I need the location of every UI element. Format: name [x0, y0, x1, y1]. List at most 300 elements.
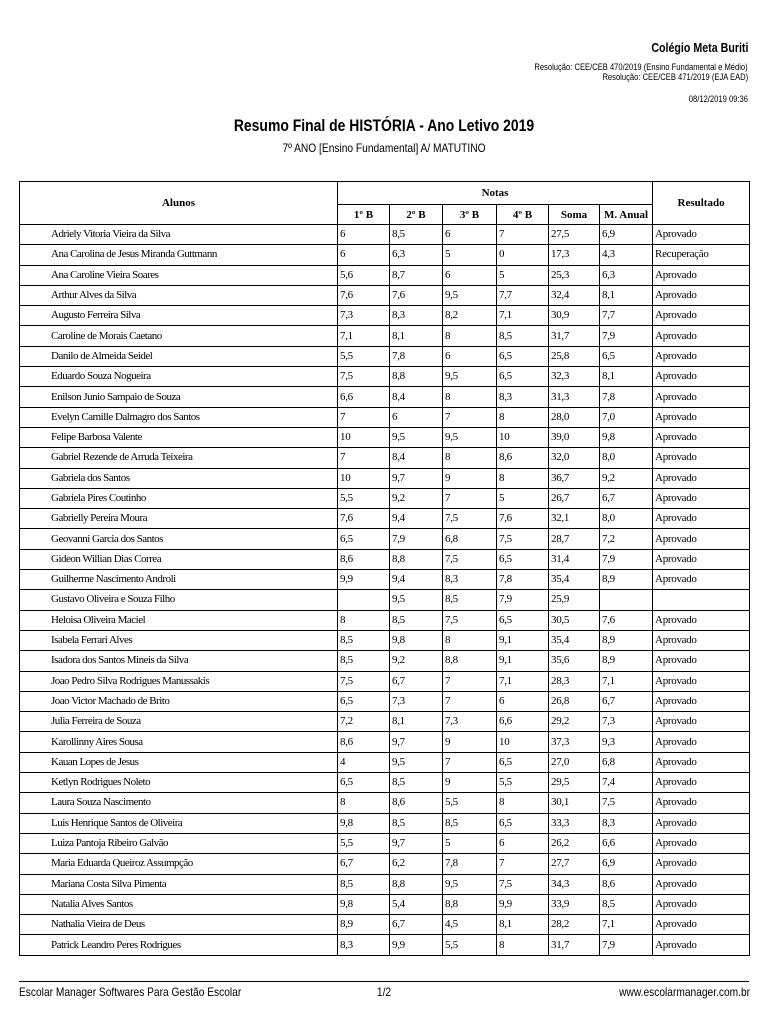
table-row — [20, 894, 750, 914]
result: Aprovado — [653, 651, 750, 671]
student-name: Felipe Barbosa Valente — [20, 427, 338, 447]
report-title: Resumo Final de HISTÓRIA - Ano Letivo 2019 — [233, 116, 535, 135]
annual-average: 7,5 — [600, 793, 653, 813]
table-row — [20, 732, 750, 752]
student-name: Mariana Costa Silva Pimenta — [20, 874, 338, 894]
table-row — [20, 793, 750, 813]
table-row — [20, 813, 750, 833]
grade-b4: 7 — [497, 225, 549, 245]
student-name: Ana Caroline Vieira Soares — [20, 265, 338, 285]
grade-b2: 5,4 — [390, 894, 443, 914]
grade-b3: 9,5 — [443, 427, 497, 447]
resolution-line-1: Resolução: CEE/CEB 470/2019 (Ensino Fundamental e Médio) — [534, 62, 748, 73]
annual-average — [600, 590, 653, 610]
grade-sum: 30,1 — [549, 793, 600, 813]
grade-sum: 26,7 — [549, 488, 600, 508]
grade-b4: 8,1 — [497, 915, 549, 935]
annual-average: 8,0 — [600, 509, 653, 529]
table-row — [20, 630, 750, 650]
grade-b2: 8,1 — [390, 712, 443, 732]
annual-average: 7,4 — [600, 773, 653, 793]
annual-average: 7,8 — [600, 387, 653, 407]
result: Aprovado — [653, 854, 750, 874]
grade-sum: 35,4 — [549, 630, 600, 650]
grade-b2: 6,3 — [390, 245, 443, 265]
grade-b4: 8 — [497, 407, 549, 427]
grade-sum: 39,0 — [549, 427, 600, 447]
annual-average: 8,3 — [600, 813, 653, 833]
header-students: Alunos — [20, 182, 338, 225]
grade-b3: 7,8 — [443, 854, 497, 874]
grade-b3: 8,3 — [443, 570, 497, 590]
grade-b3: 6 — [443, 265, 497, 285]
grade-b1: 8,3 — [338, 935, 390, 955]
grade-b3: 8,8 — [443, 651, 497, 671]
footer-page-number: 1/2 — [376, 985, 392, 999]
grade-b4: 7,1 — [497, 306, 549, 326]
grade-b2: 9,5 — [390, 752, 443, 772]
grade-sum: 35,4 — [549, 570, 600, 590]
result: Aprovado — [653, 630, 750, 650]
table-row — [20, 265, 750, 285]
result: Aprovado — [653, 549, 750, 569]
result: Aprovado — [653, 509, 750, 529]
student-name: Heloisa Oliveira Maciel — [20, 610, 338, 630]
grade-b4: 5 — [497, 488, 549, 508]
grade-b4: 9,1 — [497, 651, 549, 671]
grade-sum: 25,9 — [549, 590, 600, 610]
grade-b2: 9,7 — [390, 468, 443, 488]
grade-b3: 4,5 — [443, 915, 497, 935]
student-name: Joao Pedro Silva Rodrigues Manussakis — [20, 671, 338, 691]
grade-b3: 8 — [443, 326, 497, 346]
grade-b2: 8,7 — [390, 265, 443, 285]
annual-average: 4,3 — [600, 245, 653, 265]
grade-b3: 7 — [443, 488, 497, 508]
student-name: Eduardo Souza Nogueira — [20, 367, 338, 387]
grade-b1: 10 — [338, 468, 390, 488]
student-name: Kauan Lopes de Jesus — [20, 752, 338, 772]
grade-b2: 8,1 — [390, 326, 443, 346]
grade-sum: 33,3 — [549, 813, 600, 833]
result: Aprovado — [653, 874, 750, 894]
grade-sum: 28,2 — [549, 915, 600, 935]
grade-b4: 6 — [497, 833, 549, 853]
grade-b4: 6,5 — [497, 346, 549, 366]
table-row — [20, 407, 750, 427]
table-row — [20, 285, 750, 305]
grade-b2: 7,8 — [390, 346, 443, 366]
annual-average: 7,1 — [600, 671, 653, 691]
grade-b1: 9,8 — [338, 813, 390, 833]
result: Aprovado — [653, 225, 750, 245]
result: Aprovado — [653, 813, 750, 833]
student-name: Luis Henrique Santos de Oliveira — [20, 813, 338, 833]
grade-b3: 8,2 — [443, 306, 497, 326]
student-name: Gabrielly Pereira Moura — [20, 509, 338, 529]
student-name: Evelyn Camille Dalmagro dos Santos — [20, 407, 338, 427]
grade-b3: 9,5 — [443, 367, 497, 387]
table-row — [20, 346, 750, 366]
student-name: Maria Eduarda Queiroz Assumpção — [20, 854, 338, 874]
grade-sum: 25,8 — [549, 346, 600, 366]
annual-average: 6,8 — [600, 752, 653, 772]
grade-b1: 7 — [338, 407, 390, 427]
grade-b4: 6,6 — [497, 712, 549, 732]
result: Aprovado — [653, 773, 750, 793]
student-name: Karollinny Aires Sousa — [20, 732, 338, 752]
table-row — [20, 590, 750, 610]
grade-sum: 35,6 — [549, 651, 600, 671]
grade-sum: 37,3 — [549, 732, 600, 752]
grade-b3: 9 — [443, 773, 497, 793]
grade-b3: 9 — [443, 732, 497, 752]
grade-sum: 36,7 — [549, 468, 600, 488]
grade-sum: 31,7 — [549, 935, 600, 955]
grade-b1: 10 — [338, 427, 390, 447]
annual-average: 9,8 — [600, 427, 653, 447]
annual-average: 8,9 — [600, 630, 653, 650]
grade-b4: 6 — [497, 691, 549, 711]
grade-b3: 5 — [443, 245, 497, 265]
grade-b1: 8,5 — [338, 874, 390, 894]
grade-b1: 6 — [338, 225, 390, 245]
grade-b4: 7,9 — [497, 590, 549, 610]
student-name: Gabriela dos Santos — [20, 468, 338, 488]
result: Aprovado — [653, 407, 750, 427]
result: Aprovado — [653, 448, 750, 468]
annual-average: 6,6 — [600, 833, 653, 853]
grade-b1: 7,6 — [338, 509, 390, 529]
grade-b4: 8 — [497, 793, 549, 813]
grade-b3: 8,5 — [443, 590, 497, 610]
grade-b1: 5,5 — [338, 346, 390, 366]
grade-sum: 27,5 — [549, 225, 600, 245]
grade-b2: 8,5 — [390, 773, 443, 793]
grade-sum: 29,5 — [549, 773, 600, 793]
student-name: Geovanni Garcia dos Santos — [20, 529, 338, 549]
grade-sum: 25,3 — [549, 265, 600, 285]
grade-b2: 8,8 — [390, 874, 443, 894]
header-result: Resultado — [653, 182, 750, 225]
grade-b4: 5,5 — [497, 773, 549, 793]
grade-sum: 32,3 — [549, 367, 600, 387]
grade-b3: 9,5 — [443, 874, 497, 894]
table-row — [20, 509, 750, 529]
student-name: Gabriel Rezende de Arruda Teixeira — [20, 448, 338, 468]
student-name: Isabela Ferrari Alves — [20, 630, 338, 650]
grade-b1: 9,8 — [338, 894, 390, 914]
grade-b3: 7,5 — [443, 549, 497, 569]
grade-b3: 8 — [443, 630, 497, 650]
grade-b4: 8,5 — [497, 326, 549, 346]
grade-b3: 7,5 — [443, 509, 497, 529]
annual-average: 6,9 — [600, 854, 653, 874]
table-row — [20, 245, 750, 265]
grade-b2: 8,8 — [390, 549, 443, 569]
student-name: Augusto Ferreira Silva — [20, 306, 338, 326]
grade-sum: 33,9 — [549, 894, 600, 914]
grade-b1: 5,5 — [338, 488, 390, 508]
grade-b2: 9,8 — [390, 630, 443, 650]
annual-average: 6,7 — [600, 488, 653, 508]
annual-average: 7,7 — [600, 306, 653, 326]
annual-average: 9,2 — [600, 468, 653, 488]
grade-b1: 7,2 — [338, 712, 390, 732]
student-name: Isadora dos Santos Mineis da Silva — [20, 651, 338, 671]
grade-b2: 9,4 — [390, 570, 443, 590]
table-row — [20, 833, 750, 853]
grade-b1: 6 — [338, 245, 390, 265]
grade-b3: 7 — [443, 691, 497, 711]
school-name: Colégio Meta Buriti — [650, 40, 748, 55]
subheader-b3: 3º B — [443, 205, 497, 225]
grade-b1: 8,5 — [338, 630, 390, 650]
annual-average: 8,5 — [600, 894, 653, 914]
grade-b4: 7,6 — [497, 509, 549, 529]
grade-sum: 28,7 — [549, 529, 600, 549]
annual-average: 7,2 — [600, 529, 653, 549]
student-name: Luiza Pantoja Ribeiro Galvão — [20, 833, 338, 853]
grade-b3: 7,5 — [443, 610, 497, 630]
grade-b2: 7,9 — [390, 529, 443, 549]
student-name: Nathalia Vieira de Deus — [20, 915, 338, 935]
result: Aprovado — [653, 894, 750, 914]
grade-b4: 6,5 — [497, 367, 549, 387]
grade-b3: 8,5 — [443, 813, 497, 833]
grade-b2: 8,5 — [390, 610, 443, 630]
grade-b1 — [338, 590, 390, 610]
result: Aprovado — [653, 265, 750, 285]
grade-b1: 8,9 — [338, 915, 390, 935]
grade-b2: 6,7 — [390, 915, 443, 935]
annual-average: 8,9 — [600, 570, 653, 590]
grade-b2: 8,4 — [390, 387, 443, 407]
annual-average: 7,0 — [600, 407, 653, 427]
grade-b4: 7,5 — [497, 529, 549, 549]
grade-b1: 7 — [338, 448, 390, 468]
grade-b4: 7,8 — [497, 570, 549, 590]
footer-website: www.escolarmanager.com.br — [619, 985, 750, 999]
table-row — [20, 712, 750, 732]
grade-b3: 6 — [443, 346, 497, 366]
student-name: Guilherme Nascimento Androli — [20, 570, 338, 590]
print-timestamp: 08/12/2019 09:36 — [688, 94, 748, 105]
table-row — [20, 752, 750, 772]
student-name: Ana Carolina de Jesus Miranda Guttmann — [20, 245, 338, 265]
grade-sum: 28,0 — [549, 407, 600, 427]
grade-b1: 6,5 — [338, 691, 390, 711]
grade-b4: 6,5 — [497, 610, 549, 630]
table-row — [20, 387, 750, 407]
student-name: Danilo de Almeida Seidel — [20, 346, 338, 366]
subheader-b4: 4º B — [497, 205, 549, 225]
grade-b4: 7,7 — [497, 285, 549, 305]
annual-average: 6,3 — [600, 265, 653, 285]
grade-b4: 8 — [497, 935, 549, 955]
grade-b1: 6,7 — [338, 854, 390, 874]
subheader-b2: 2º B — [390, 205, 443, 225]
grade-b1: 7,3 — [338, 306, 390, 326]
grade-b2: 9,7 — [390, 833, 443, 853]
grade-b2: 8,5 — [390, 813, 443, 833]
table-row — [20, 488, 750, 508]
grade-b2: 8,4 — [390, 448, 443, 468]
student-name: Caroline de Morais Caetano — [20, 326, 338, 346]
grade-b1: 7,1 — [338, 326, 390, 346]
grade-b3: 9,5 — [443, 285, 497, 305]
grade-b3: 9 — [443, 468, 497, 488]
result: Aprovado — [653, 610, 750, 630]
grade-b3: 7,3 — [443, 712, 497, 732]
result: Aprovado — [653, 915, 750, 935]
grade-b1: 7,5 — [338, 367, 390, 387]
table-row — [20, 610, 750, 630]
result: Aprovado — [653, 671, 750, 691]
student-name: Natalia Alves Santos — [20, 894, 338, 914]
grade-sum: 26,8 — [549, 691, 600, 711]
result: Aprovado — [653, 285, 750, 305]
result: Aprovado — [653, 752, 750, 772]
grade-sum: 26,2 — [549, 833, 600, 853]
result: Aprovado — [653, 367, 750, 387]
table-row — [20, 549, 750, 569]
grade-b4: 0 — [497, 245, 549, 265]
grade-b3: 5,5 — [443, 935, 497, 955]
grade-b2: 9,4 — [390, 509, 443, 529]
grade-sum: 29,2 — [549, 712, 600, 732]
grade-sum: 28,3 — [549, 671, 600, 691]
grade-b3: 6 — [443, 225, 497, 245]
grade-b4: 9,1 — [497, 630, 549, 650]
grade-b2: 9,9 — [390, 935, 443, 955]
grade-sum: 31,4 — [549, 549, 600, 569]
result: Aprovado — [653, 326, 750, 346]
annual-average: 8,1 — [600, 285, 653, 305]
annual-average: 8,0 — [600, 448, 653, 468]
grade-b1: 5,6 — [338, 265, 390, 285]
grade-b3: 8 — [443, 448, 497, 468]
annual-average: 7,9 — [600, 326, 653, 346]
table-row — [20, 915, 750, 935]
student-name: Enilson Junio Sampaio de Souza — [20, 387, 338, 407]
table-row — [20, 773, 750, 793]
grade-b2: 8,5 — [390, 225, 443, 245]
grade-b3: 8 — [443, 387, 497, 407]
subheader-annual-average: M. Anual — [600, 205, 653, 225]
report-subtitle: 7º ANO [Ensino Fundamental] A/ MATUTINO — [282, 141, 486, 155]
grade-sum: 34,3 — [549, 874, 600, 894]
student-name: Gustavo Oliveira e Souza Filho — [20, 590, 338, 610]
table-row — [20, 448, 750, 468]
grade-b3: 7 — [443, 671, 497, 691]
grade-b4: 7,5 — [497, 874, 549, 894]
table-row — [20, 570, 750, 590]
grade-b1: 4 — [338, 752, 390, 772]
grade-b2: 9,5 — [390, 427, 443, 447]
grade-b1: 5,5 — [338, 833, 390, 853]
grade-sum: 32,1 — [549, 509, 600, 529]
grade-b4: 7 — [497, 854, 549, 874]
result: Aprovado — [653, 833, 750, 853]
subheader-sum: Soma — [549, 205, 600, 225]
table-row — [20, 874, 750, 894]
grade-b4: 10 — [497, 427, 549, 447]
grade-b4: 6,5 — [497, 752, 549, 772]
result — [653, 590, 750, 610]
grade-sum: 30,9 — [549, 306, 600, 326]
grade-b3: 7 — [443, 752, 497, 772]
table-row — [20, 691, 750, 711]
table-row — [20, 367, 750, 387]
subheader-b1: 1º B — [338, 205, 390, 225]
annual-average: 6,9 — [600, 225, 653, 245]
grade-b1: 6,5 — [338, 773, 390, 793]
student-name: Gabriela Pires Coutinho — [20, 488, 338, 508]
grades-table — [19, 181, 750, 956]
student-name: Adriely Vitoria Vieira da Silva — [20, 225, 338, 245]
annual-average: 7,9 — [600, 549, 653, 569]
student-name: Joao Victor Machado de Brito — [20, 691, 338, 711]
grade-b1: 8,6 — [338, 549, 390, 569]
table-row — [20, 306, 750, 326]
table-row — [20, 225, 750, 245]
annual-average: 8,1 — [600, 367, 653, 387]
grade-b4: 6,5 — [497, 813, 549, 833]
annual-average: 7,9 — [600, 935, 653, 955]
grade-sum: 27,0 — [549, 752, 600, 772]
table-row — [20, 427, 750, 447]
result: Aprovado — [653, 306, 750, 326]
grade-sum: 31,7 — [549, 326, 600, 346]
annual-average: 6,7 — [600, 691, 653, 711]
grade-b1: 7,5 — [338, 671, 390, 691]
grade-b4: 8,3 — [497, 387, 549, 407]
annual-average: 7,6 — [600, 610, 653, 630]
footer-software-name: Escolar Manager Softwares Para Gestão Escolar — [19, 985, 242, 999]
result: Aprovado — [653, 346, 750, 366]
resolution-line-2: Resolução: CEE/CEB 471/2019 (EJA EAD) — [602, 72, 748, 83]
grade-b4: 6,5 — [497, 549, 549, 569]
grade-b2: 9,2 — [390, 651, 443, 671]
grade-b1: 8 — [338, 610, 390, 630]
table-row — [20, 854, 750, 874]
table-row — [20, 468, 750, 488]
student-name: Gideon Willian Dias Correa — [20, 549, 338, 569]
grade-sum: 30,5 — [549, 610, 600, 630]
table-row — [20, 651, 750, 671]
student-name: Patrick Leandro Peres Rodrigues — [20, 935, 338, 955]
grade-b2: 6 — [390, 407, 443, 427]
student-name: Arthur Alves da Silva — [20, 285, 338, 305]
grade-b2: 8,6 — [390, 793, 443, 813]
annual-average: 9,3 — [600, 732, 653, 752]
grade-b2: 7,3 — [390, 691, 443, 711]
result: Aprovado — [653, 732, 750, 752]
result: Aprovado — [653, 427, 750, 447]
grade-b2: 9,7 — [390, 732, 443, 752]
annual-average: 6,5 — [600, 346, 653, 366]
student-name: Ketlyn Rodrigues Noleto — [20, 773, 338, 793]
result: Aprovado — [653, 935, 750, 955]
grade-b4: 5 — [497, 265, 549, 285]
grade-b2: 9,5 — [390, 590, 443, 610]
result: Aprovado — [653, 793, 750, 813]
grade-b1: 8,6 — [338, 732, 390, 752]
grade-b1: 9,9 — [338, 570, 390, 590]
grade-b2: 7,6 — [390, 285, 443, 305]
table-row — [20, 935, 750, 955]
